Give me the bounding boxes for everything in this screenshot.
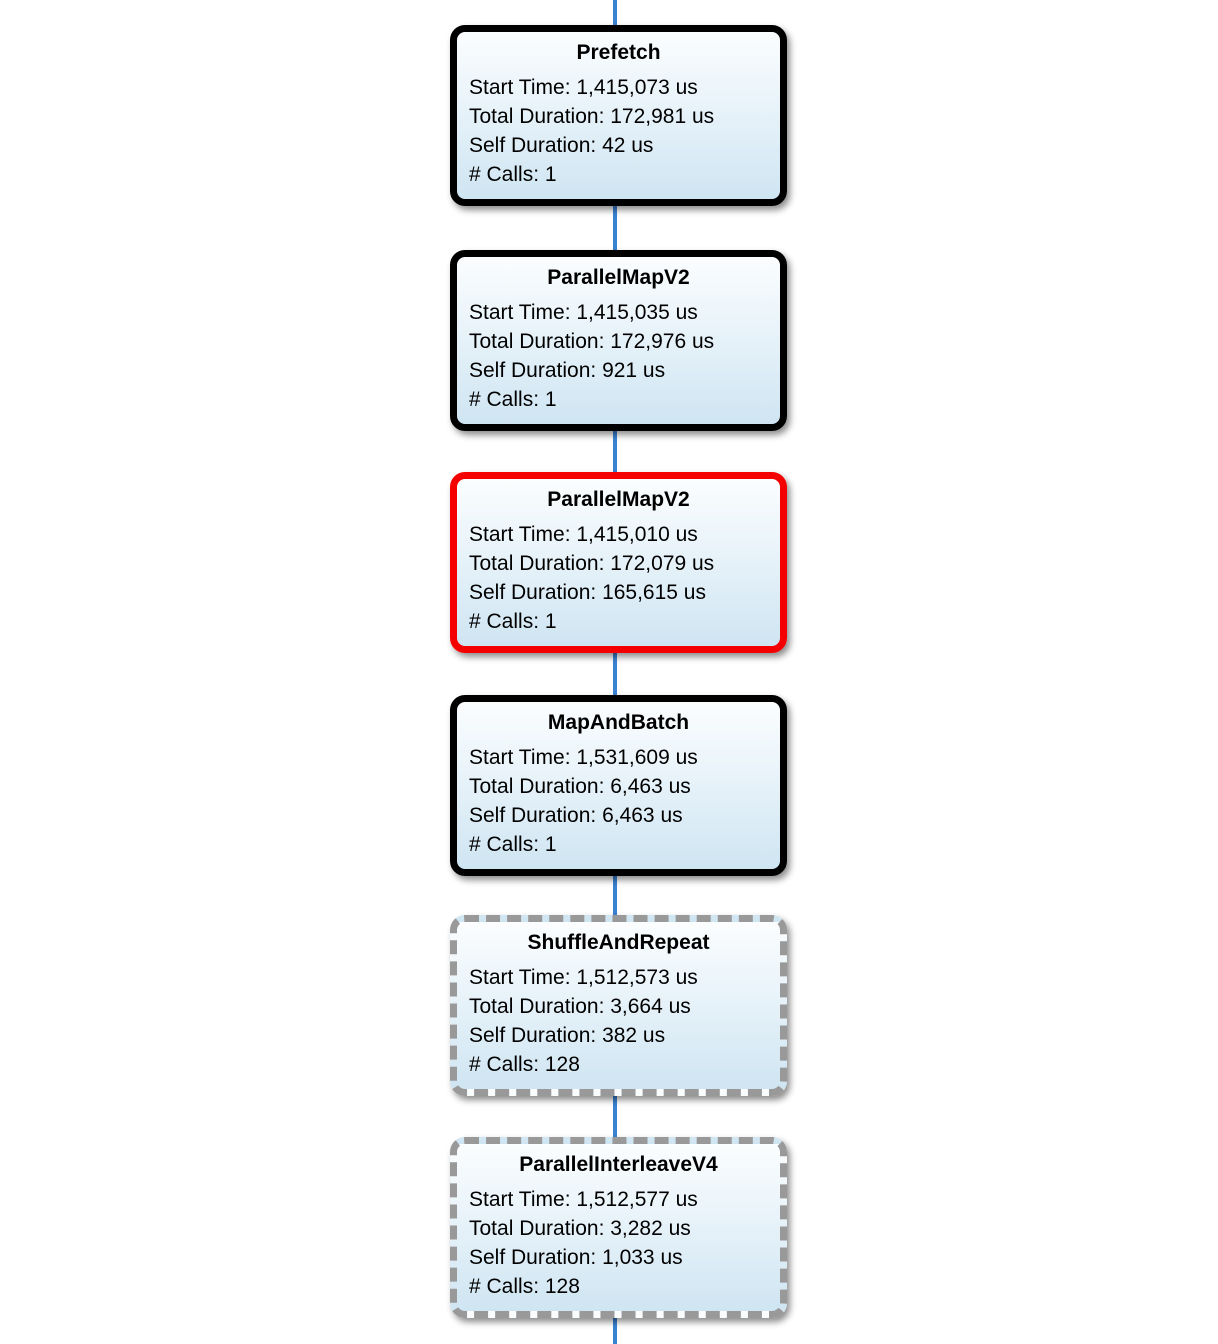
stat-total-duration: Total Duration: 172,079 us <box>469 552 715 575</box>
stat-self-duration: Self Duration: 1,033 us <box>469 1246 683 1269</box>
stat-self-duration: Self Duration: 165,615 us <box>469 581 706 604</box>
stat-start-time: Start Time: 1,415,073 us <box>469 76 698 99</box>
node-title: ParallelMapV2 <box>547 488 690 511</box>
stat-num-calls: # Calls: 1 <box>469 163 557 186</box>
node-shuffle-and-repeat[interactable] <box>450 915 787 1096</box>
node-title: ParallelInterleaveV4 <box>519 1153 718 1176</box>
stat-total-duration: Total Duration: 3,282 us <box>469 1217 691 1240</box>
node-title: MapAndBatch <box>547 711 690 734</box>
stat-self-duration: Self Duration: 921 us <box>469 359 666 382</box>
node-parallel-map-v2-bottleneck[interactable] <box>450 472 787 653</box>
stat-num-calls: # Calls: 1 <box>469 833 557 856</box>
stat-self-duration: Self Duration: 6,463 us <box>469 804 683 827</box>
stat-num-calls: # Calls: 1 <box>469 610 557 633</box>
stat-total-duration: Total Duration: 3,664 us <box>469 995 691 1018</box>
stat-num-calls: # Calls: 128 <box>469 1053 580 1076</box>
stat-start-time: Start Time: 1,531,609 us <box>469 746 698 769</box>
node-title: ParallelMapV2 <box>547 266 690 289</box>
stat-self-duration: Self Duration: 382 us <box>469 1024 666 1047</box>
node-prefetch[interactable] <box>450 25 787 206</box>
stat-start-time: Start Time: 1,415,010 us <box>469 523 698 546</box>
stat-total-duration: Total Duration: 172,981 us <box>469 105 715 128</box>
node-parallel-interleave-v4[interactable] <box>450 1137 787 1318</box>
stat-num-calls: # Calls: 1 <box>469 388 557 411</box>
stat-start-time: Start Time: 1,512,577 us <box>469 1188 698 1211</box>
stat-start-time: Start Time: 1,512,573 us <box>469 966 698 989</box>
stat-total-duration: Total Duration: 172,976 us <box>469 330 715 353</box>
stat-num-calls: # Calls: 128 <box>469 1275 580 1298</box>
stat-self-duration: Self Duration: 42 us <box>469 134 654 157</box>
stat-total-duration: Total Duration: 6,463 us <box>469 775 691 798</box>
node-parallel-map-v2-upper[interactable] <box>450 250 787 431</box>
node-title: ShuffleAndRepeat <box>527 931 710 954</box>
stat-start-time: Start Time: 1,415,035 us <box>469 301 698 324</box>
node-title: Prefetch <box>576 41 661 64</box>
node-map-and-batch[interactable] <box>450 695 787 876</box>
